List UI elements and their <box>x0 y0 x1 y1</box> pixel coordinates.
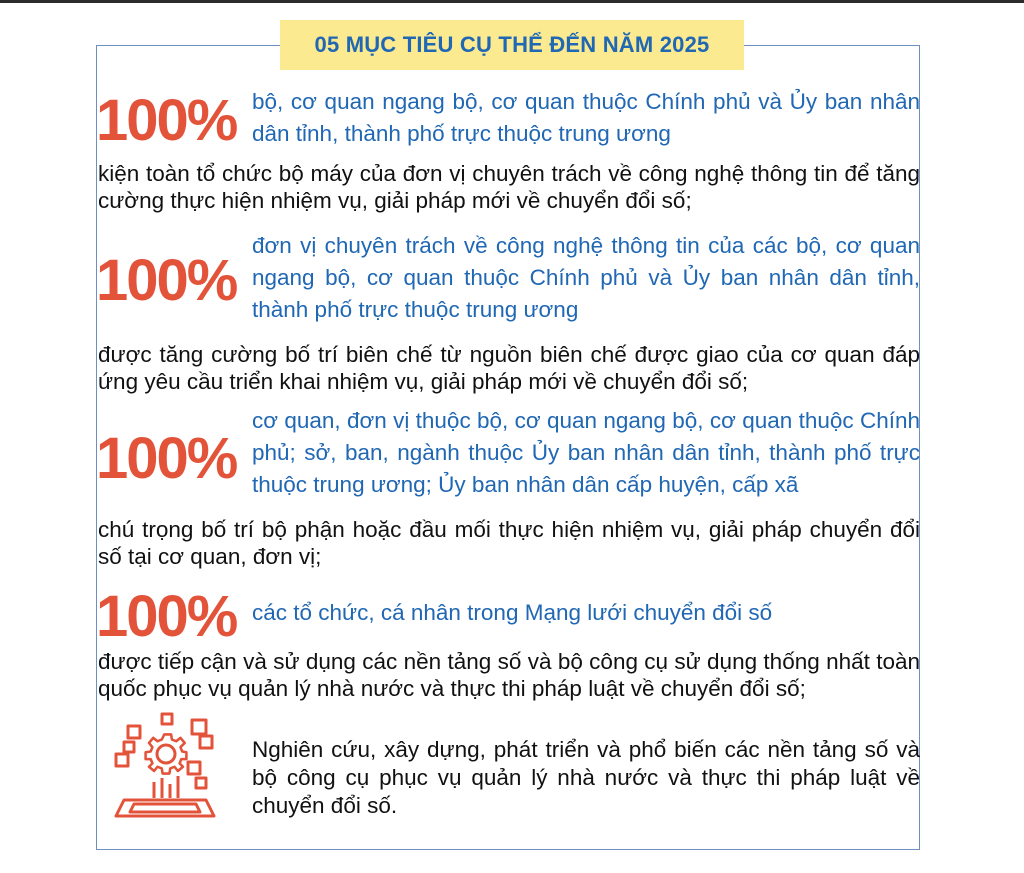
page-title: 05 MỤC TIÊU CỤ THỂ ĐẾN NĂM 2025 <box>280 20 744 70</box>
target-3-action: chú trọng bố trí bộ phận hoặc đầu mối thực hiện nhiệm vụ, giải pháp chuyển đổi số tại cơ quan, đơn vị; <box>98 517 920 569</box>
digital-platform-gear-icon <box>110 712 220 824</box>
target-1-percent: 100% <box>96 88 237 153</box>
fifth-target-text: Nghiên cứu, xây dựng, phát triển và phổ biến các nền tảng số và bộ công cụ phục vụ quản lý nhà nước và thực thi pháp luật về chuyển đổi số. <box>252 737 920 818</box>
top-rule <box>0 0 1024 3</box>
target-2-percent: 100% <box>96 248 237 313</box>
target-3-subject: cơ quan, đơn vị thuộc bộ, cơ quan ngang bộ, cơ quan thuộc Chính phủ; sở, ban, ngành thuộc Ủy ban nhân dân tỉnh, thành phố trực thuộc trung ương; Ủy ban nhân dân cấp huyện, cấp xã <box>252 408 920 497</box>
target-4-percent: 100% <box>96 584 237 649</box>
target-4-subject: các tổ chức, cá nhân trong Mạng lưới chuyển đổi số <box>252 600 773 625</box>
target-1-action: kiện toàn tổ chức bộ máy của đơn vị chuyên trách về công nghệ thông tin để tăng cường thực hiện nhiệm vụ, giải pháp mới về chuyển đổi số; <box>98 161 920 213</box>
target-3-percent: 100% <box>96 426 237 491</box>
target-4-action: được tiếp cận và sử dụng các nền tảng số và bộ công cụ sử dụng thống nhất toàn quốc phục vụ quản lý nhà nước và thực thi pháp luật về chuyển đổi số; <box>98 649 920 701</box>
target-2-subject: đơn vị chuyên trách về công nghệ thông tin của các bộ, cơ quan ngang bộ, cơ quan thuộc Chính phủ và Ủy ban nhân dân tỉnh, thành phố trực thuộc trung ương <box>252 233 920 322</box>
target-2-action: được tăng cường bố trí biên chế từ nguồn biên chế được giao của cơ quan đáp ứng yêu cầu triển khai nhiệm vụ, giải pháp mới về chuyển đổi số; <box>98 342 920 394</box>
target-1-subject: bộ, cơ quan ngang bộ, cơ quan thuộc Chính phủ và Ủy ban nhân dân tỉnh, thành phố trực thuộc trung ương <box>252 89 920 146</box>
